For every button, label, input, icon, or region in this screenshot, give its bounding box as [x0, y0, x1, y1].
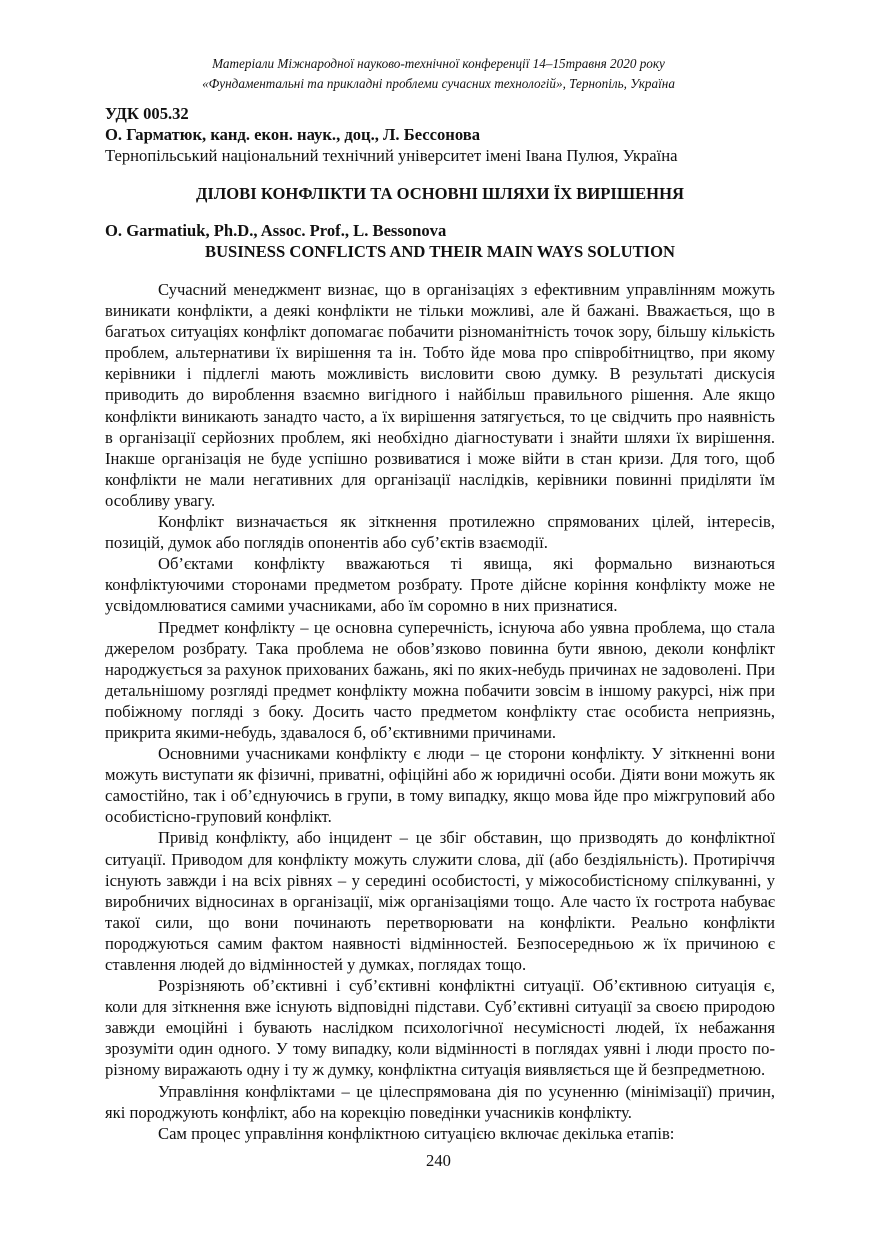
header-line-1: Матеріали Міжнародної науково-технічної конференції 14–15травня 2020 року — [212, 56, 665, 71]
title-en: BUSINESS CONFLICTS AND THEIR MAIN WAYS SOLUTION — [205, 242, 675, 261]
running-header — [0, 54, 877, 94]
authors-en: O. Garmatiuk, Ph.D., Assoc. Prof., L. Bessonova — [105, 221, 447, 240]
authors-ua: О. Гарматюк, канд. екон. наук., доц., Л. Бессонова — [105, 125, 480, 144]
paragraph: Сучасний менеджмент визнає, що в організаціях з ефективним управлінням можуть виникати конфлікти, а деякі конфлікти не тільки можливі, але й бажані. Вважається, що в багатьох ситуаціях конфлікт допомагає побачити різноманітність точок зору, більшу кількість проблем, альтернативи їх вирішення та ін. Тобто йде мова про співробітництво, при якому керівники і підлеглі мають можливість висловити свою думку. В результаті дискусія приводить до вироблення взаємно вигідного і найбільш правильного рішення. Але якщо конфлікти виникають занадто часто, а їх вирішення затягується, то це свідчить про наявність в організації серйозних проблем, які необхідно діагностувати і знайти шляхи їх вирішення. Інакше організація не буде успішно розвиватися і може війти в стан кризи. Для того, щоб конфлікти не мали негативних для організації наслідків, керівники повинні приділяти їм особливу увагу. — [105, 280, 775, 510]
paragraph: Предмет конфлікту – це основна суперечність, існуюча або уявна проблема, що стала джерелом розбрату. Така проблема не обов’язково повинна бути явною, деколи конфлікт народжується за рахунок прихованих бажань, які по яких-небудь причинах не задоволені. При детальнішому розгляді предмет конфлікту можна побачити зовсім в іншому ракурсі, ніж при побіжному погляді з боку. Досить часто предметом конфлікту стає особиста неприязнь, прикрита якими-небудь, здавалося б, об’єктивними причинами. — [105, 617, 775, 742]
paragraph: Сам процес управління конфліктною ситуацією включає декілька етапів: — [158, 1123, 675, 1143]
paragraph: Основними учасниками конфлікту є люди – це сторони конфлікту. У зіткненні вони можуть виступати як фізичні, приватні, офіційні або ж юридичні особи. Діяти вони можуть як самостійно, так і об’єднуючись в групи, в тому випадку, якщо мова йде про міжгруповий або особистісно-груповий конфлікт. — [105, 744, 775, 827]
title-ua: ДІЛОВІ КОНФЛІКТИ ТА ОСНОВНІ ШЛЯХИ ЇХ ВИРІШЕННЯ — [196, 184, 684, 203]
affiliation: Тернопільський національний технічний університет імені Івана Пулюя, Україна — [105, 146, 678, 165]
page-number: 240 — [426, 1151, 451, 1170]
paragraph: Розрізняють об’єктивні і суб’єктивні конфліктні ситуації. Об’єктивною ситуація є, коли для зіткнення вже існують відповідні підстави. Суб’єктивні ситуації за своєю природою завжди емоційні і бувають наслідком психологічної несумісності людей, їх небажання зрозуміти один одного. У тому випадку, коли відмінності в поглядах уявні і люди просто по-різному виражають одну і ту ж думку, конфліктна ситуація виявляється ще й безпредметною. — [105, 976, 775, 1080]
udk-code: УДК 005.32 — [105, 104, 189, 123]
paragraph: Привід конфлікту, або інцидент – це збіг обставин, що призводять до конфліктної ситуації. Приводом для конфлікту можуть служити слова, дії (або бездіяльність). Протиріччя існують завжди і на всіх рівнях – у середині особистості, у міжособистісному спілкуванні, у виробничих відносинах в організації, між організаціями тощо. Але часто їх гострота набуває такої сили, що вони починають перетворювати на конфлікти. Реально конфлікти породжуються самим фактом наявності відмінностей. Безпосередньою ж їх причиною є ставлення людей до відмінностей у думках, поглядах тощо. — [105, 828, 775, 974]
header-line-2: «Фундаментальні та прикладні проблеми сучасних технологій», Тернопіль, Україна — [202, 76, 675, 91]
paragraph: Об’єктами конфлікту вважаються ті явища, які формально визнаються конфліктуючими сторонами предметом розбрату. Проте дійсне коріння конфлікту може не усвідомлюватися самими учасниками, або їм соромно в них признатися. — [105, 554, 775, 616]
article-body — [105, 279, 775, 1144]
paragraph: Управління конфліктами – це цілеспрямована дія по усуненню (мінімізації) причин, які породжують конфлікт, або на корекцію поведінки учасників конфлікту. — [105, 1081, 775, 1122]
paragraph: Конфлікт визначається як зіткнення протилежно спрямованих цілей, інтересів, позицій, думок або поглядів опонентів або суб’єктів взаємодії. — [105, 512, 775, 553]
